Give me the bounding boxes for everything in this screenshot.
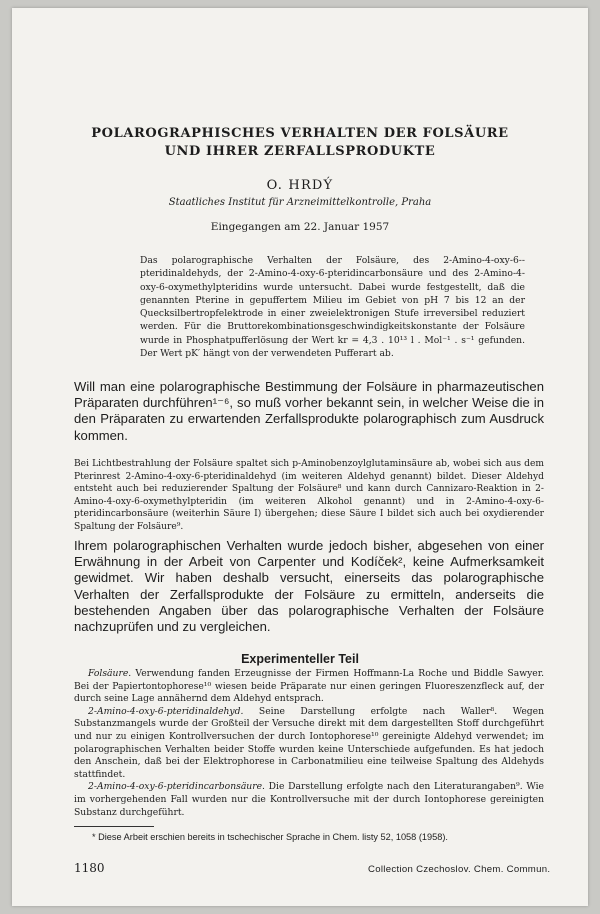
saeure-paragraph: [74, 781, 544, 819]
aldehyd-paragraph: [74, 706, 544, 782]
section-heading: Experimenteller Teil: [241, 652, 359, 666]
title-line-2: UND IHRER ZERFALLSPRODUKTE: [164, 144, 436, 159]
aldehyd-label: 2-Amino-4-oxy-6-pteridinaldehyd.: [88, 705, 244, 717]
background-paragraph: Bei Lichtbestrahlung der Folsäure spaltet sich p-Aminobenzoylglutaminsäure ab, wobei sich aus dem Pterinrest 2-Amino-4-oxy-6-pteridinaldehyd (im weiteren Aldehyd genannt) bildet. Dieser Aldehyd entsteht auch bei reduzierender Spaltung der Folsäure⁸ und kann durch Cannizaro-Reaktion in 2-Amino-4-oxy-6-oxymethylpteridin (im weiteren Alkohol genannt) und in 2-Amino-4-oxy-6-pteridincarbonsäure (weiterhin Säure I) übergehen; diese Säure I bildet sich auch bei oxydierender Spaltung der Folsäure⁹.: [74, 459, 544, 532]
folsaeure-paragraph: [74, 668, 544, 706]
title-line-1: POLAROGRAPHISCHES VERHALTEN DER FOLSÄURE: [91, 126, 509, 141]
experimental-text: [74, 668, 544, 819]
saeure-label: 2-Amino-4-oxy-6-pteridincarbonsäure.: [88, 781, 265, 793]
footnote-rule: [74, 826, 154, 827]
intro-paragraph: Will man eine polarographische Bestimmung der Folsäure in pharmazeutischen Präparaten durchführen¹⁻⁶, so muß vorher bekannt sein, in welcher Weise die in den Präparaten zu erwartenden Zerfallsprodukte polarographisch zum Ausdruck kommen.: [74, 379, 544, 443]
abstract: Das polarographische Verhalten der Folsäure, des 2-Amino-4-oxy-6--pteridinaldehyds, der 2-Amino-4-oxy-6-pteridincarbonsäure und des 2-Amino-4-oxy-6-oxymethylpteridins wurde untersucht. Dabei wurde festgestellt, daß die genannten Pterine in gepuffertem Milieu im Gebiet von pH 7 bis 12 an der Quecksilbertropfelektrode in einer zweielektronigen Stufe irreversibel reduziert werden. Für die Bruttorekombinationsgeschwindigkeitskonstante der Folsäure wurde in Phosphatpufferlösung der Wert kr = 4,3 . 10¹³ l . Mol⁻¹ . s⁻¹ gefunden. Der Wert pK′ hängt von der verwendeten Pufferart ab.: [140, 255, 525, 360]
saeure-text: Die Darstellung erfolgte nach den Literaturangaben⁹. Wie im vorhergehenden Fall wurden nur die Kontrollversuche mit der durch Iontophorese gereinigten Substanz durchgeführt.: [74, 781, 544, 818]
paper-page: [12, 8, 588, 906]
aim-paragraph: Ihrem polarographischen Verhalten wurde jedoch bisher, abgesehen von einer Erwähnung in der Arbeit von Carpenter und Kodíček², keine Aufmerksamkeit gewidmet. Wir haben deshalb versucht, einerseits das polarographische Verhalten der Zerfallsprodukte der Folsäure zu ermitteln, anderseits die bestehenden Angaben über das polarographische Verhalten der Folsäure nachzuprüfen und zu vergleichen.: [74, 538, 544, 635]
folsaeure-text: Verwendung fanden Erzeugnisse der Firmen Hoffmann-La Roche und Biddle Sawyer. Bei der Papiertontophorese¹⁰ wiesen beide Präparate nur einen geringen Fluoreszenzfleck auf, der durch seine Lage annähernd dem Aldehyd entsprach.: [74, 668, 544, 705]
received-date: Eingegangen am 22. Januar 1957: [210, 221, 390, 233]
aldehyd-text: Seine Darstellung erfolgte nach Waller⁸. Wegen Substanzmangels wurde der Großteil der Versuche direkt mit dem dargestellten Stoff durchgeführt und nur zu einigen Kontrollversuchen der durch Iontophorese¹⁰ gereinigte Aldehyd verwendet; im polarographischen Verhalten beider Stoffe wurden keine Unterschiede aufgefunden. Es hat jedoch den Anschein, daß bei der Elektrophorese in Carbonatmilieu eine teilweise Spaltung des Aldehyds stattfindet.: [74, 705, 544, 780]
footnote: * Diese Arbeit erschien bereits in tschechischer Sprache in Chem. listy 52, 1058 (1958).: [92, 832, 448, 842]
journal-name: Collection Czechoslov. Chem. Commun.: [368, 864, 551, 875]
folsaeure-label: Folsäure.: [88, 668, 132, 679]
author: O. HRDÝ: [266, 178, 334, 193]
institution: Staatliches Institut für Arzneimittelkontrolle, Praha: [168, 197, 432, 208]
page-number: 1180: [74, 861, 105, 875]
